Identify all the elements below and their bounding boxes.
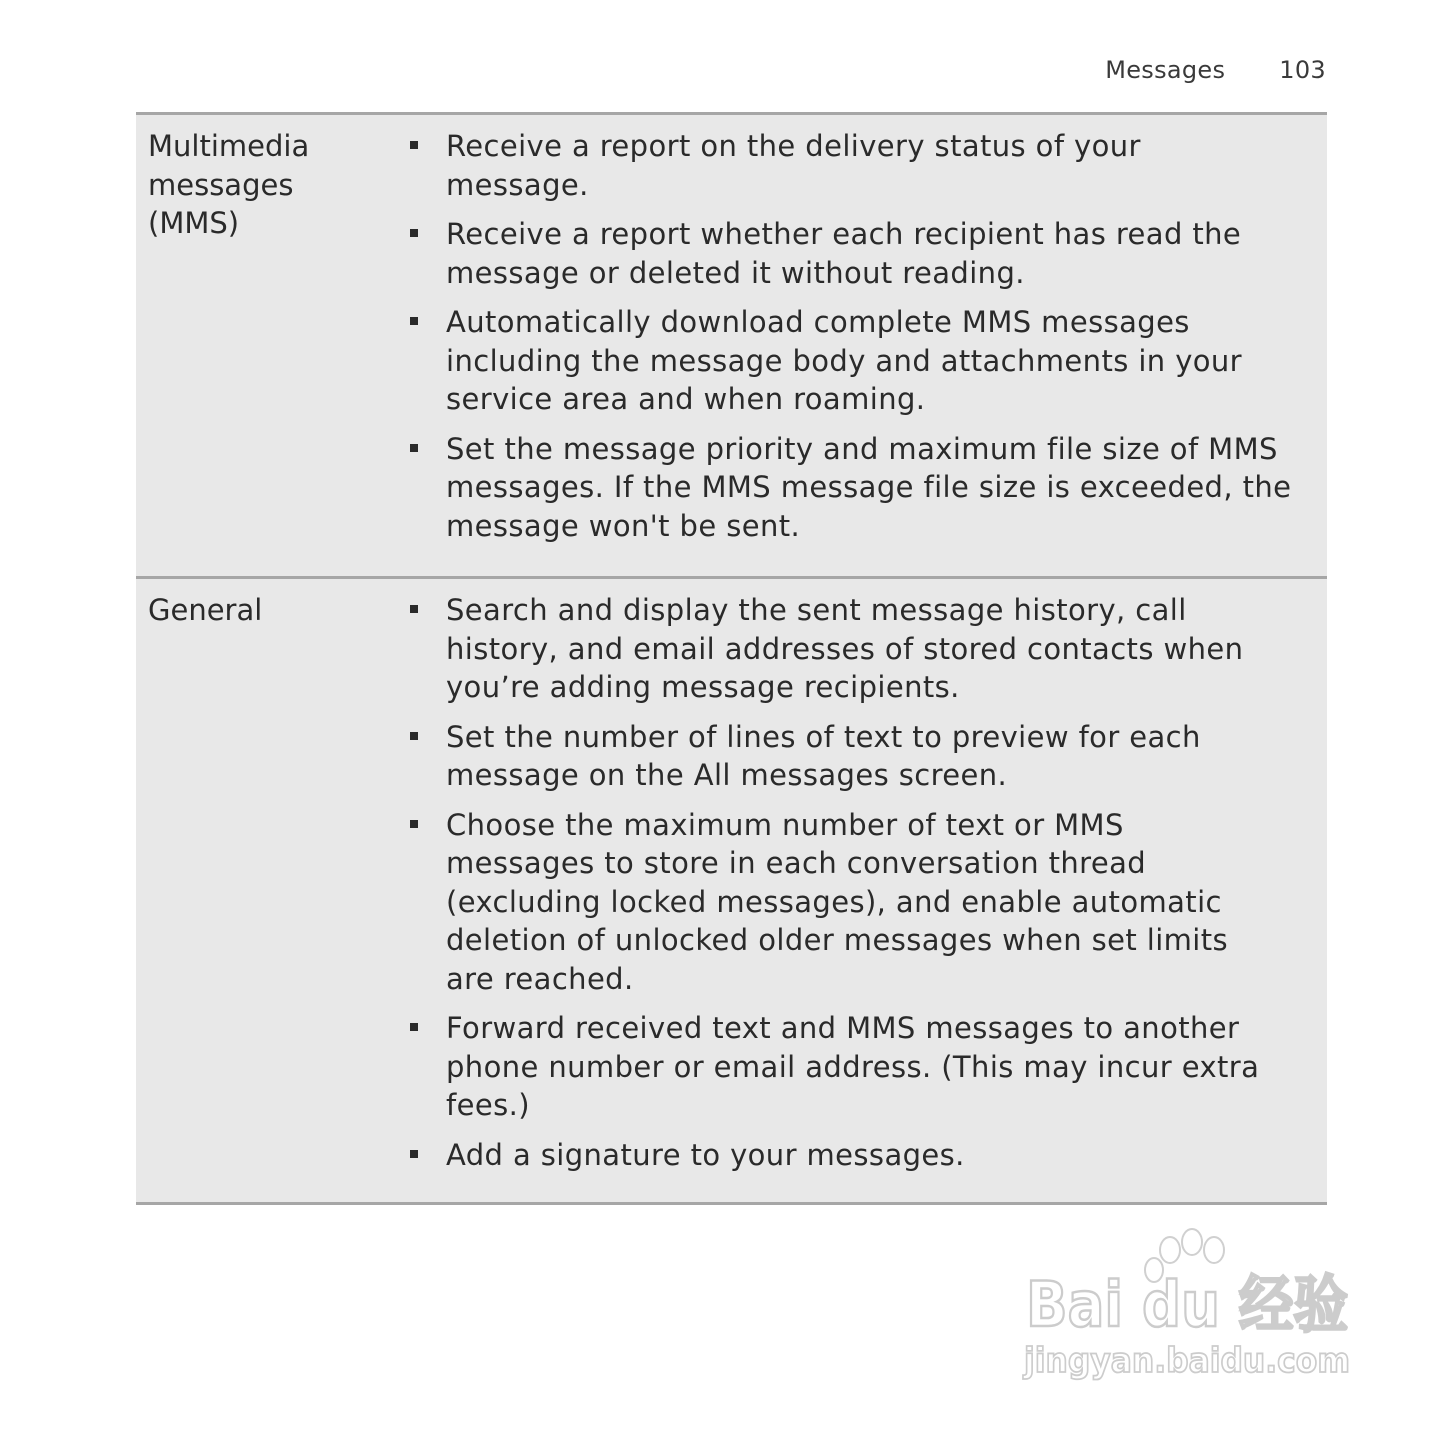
list-item (396, 591, 1327, 707)
item-line: (excluding locked messages), and enable automatic (446, 884, 1222, 919)
list-item (396, 718, 1327, 795)
item-line: message won't be sent. (446, 508, 801, 543)
item-line: messages. If the MMS message file size is exceeded, the (446, 470, 1292, 504)
item-line: phone number or email address. (This may incur extra (446, 1049, 1260, 1084)
bullet-square-icon (410, 317, 418, 325)
item-line: deletion of unlocked older messages when set limits (446, 923, 1229, 957)
bullet-square-icon (410, 605, 418, 613)
row-label-mms (136, 115, 396, 576)
section-title: Messages (1105, 56, 1226, 84)
item-line: Automatically download complete MMS messages (446, 305, 1190, 339)
item-line: messages to store in each conversation thread (446, 846, 1147, 880)
list-item (396, 1136, 1327, 1175)
label-line: messages (148, 167, 294, 202)
bullet-list-general (396, 579, 1327, 1202)
item-line: message. (446, 167, 589, 202)
label-line: General (148, 593, 263, 627)
row-label-general (136, 579, 396, 1202)
settings-table (136, 112, 1327, 1205)
bullet-list-mms (396, 115, 1327, 576)
bullet-square-icon (410, 141, 418, 149)
item-line: you’re adding message recipients. (446, 670, 960, 704)
watermark-brand: Bai du 经验 (1026, 1268, 1348, 1341)
page-number: 103 (1279, 56, 1326, 84)
bullet-square-icon (410, 229, 418, 237)
item-line: Set the message priority and maximum file size of MMS (446, 431, 1278, 466)
item-line: Add a signature to your messages. (446, 1137, 965, 1172)
item-line: Receive a report whether each recipient has read the (446, 217, 1242, 251)
item-line: Choose the maximum number of text or MMS (446, 807, 1124, 842)
bullet-square-icon (410, 444, 418, 452)
list-item (396, 127, 1327, 204)
item-line: Receive a report on the delivery status of your (446, 129, 1141, 163)
bullet-square-icon (410, 732, 418, 740)
watermark-url: jingyan.baidu.com (1022, 1341, 1350, 1381)
table-row-general (136, 576, 1327, 1205)
label-line: (MMS) (148, 206, 240, 240)
list-item (396, 215, 1327, 292)
label-line: Multimedia (148, 129, 310, 163)
table-row-mms (136, 112, 1327, 576)
item-line: history, and email addresses of stored contacts when (446, 631, 1244, 666)
item-line: fees.) (446, 1088, 530, 1122)
list-item (396, 806, 1327, 999)
item-line: message on the All messages screen. (446, 758, 1008, 792)
item-line: Set the number of lines of text to preview for each (446, 719, 1201, 754)
item-line: Search and display the sent message history, call (446, 593, 1187, 627)
page-header (1105, 56, 1326, 84)
bullet-square-icon (410, 820, 418, 828)
list-item (396, 1009, 1327, 1125)
item-line: including the message body and attachments in your (446, 343, 1243, 378)
baidu-jingyan-watermark (1020, 1228, 1360, 1388)
list-item (396, 303, 1327, 419)
item-line: Forward received text and MMS messages to another (446, 1011, 1240, 1045)
item-line: service area and when roaming. (446, 382, 926, 416)
item-line: are reached. (446, 961, 634, 996)
bullet-square-icon (410, 1150, 418, 1158)
bullet-square-icon (410, 1023, 418, 1031)
list-item (396, 430, 1327, 546)
item-line: message or deleted it without reading. (446, 255, 1025, 290)
